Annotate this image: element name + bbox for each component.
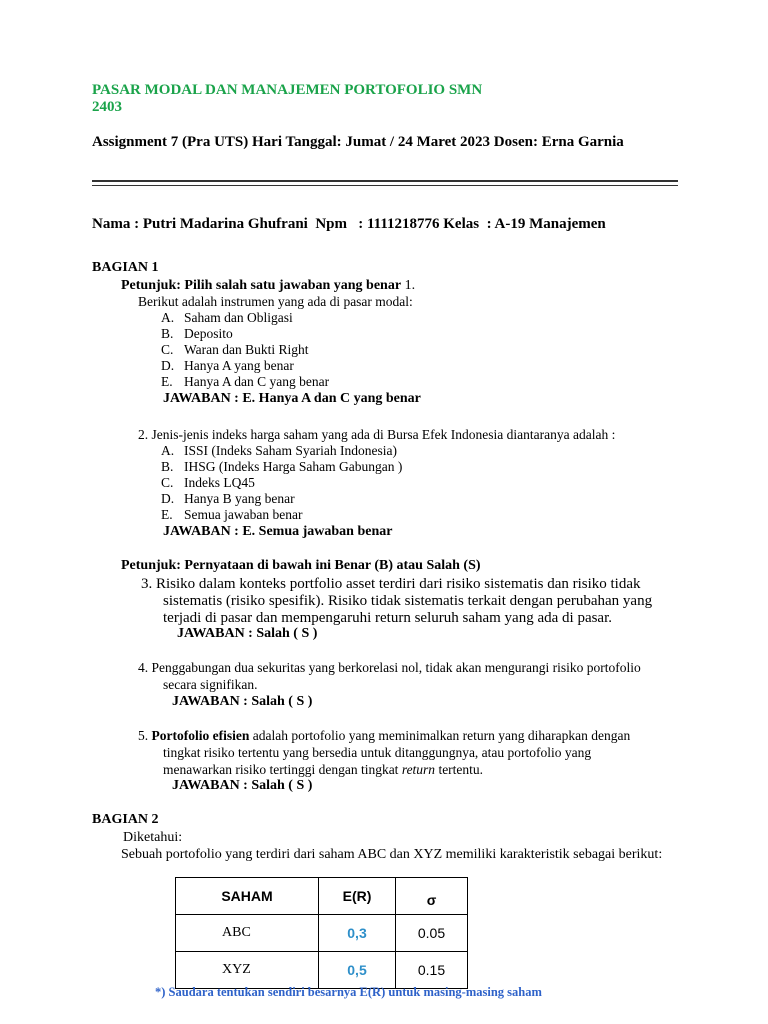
diketahui-label: Diketahui: bbox=[123, 830, 183, 845]
q4-line-1: 4. Penggabungan dua sekuritas yang berkorelasi nol, tidak akan mengurangi risiko portofolio bbox=[138, 660, 641, 675]
q1-option-b: B. Deposito bbox=[161, 326, 233, 341]
q2-option-b: B. IHSG (Indeks Harga Saham Gabungan ) bbox=[161, 459, 403, 474]
question-1-text: Berikut adalah instrumen yang ada di pasar modal: bbox=[138, 294, 413, 309]
q1-option-c: C. Waran dan Bukti Right bbox=[161, 342, 309, 357]
cell-sigma: 0.15 bbox=[396, 952, 468, 989]
instruction-1 bbox=[121, 278, 415, 294]
q1-option-e: E. Hanya A dan C yang benar bbox=[161, 374, 330, 389]
q3-line-1: 3. Risiko dalam konteks portfolio asset terdiri dari risiko sistematis dan risiko tidak bbox=[141, 576, 641, 592]
q3-line-3: terjadi di pasar dan mempengaruhi return seluruh saham yang ada di pasar. bbox=[163, 610, 613, 626]
saham-table bbox=[175, 877, 468, 989]
q2-answer: JAWABAN : E. Semua jawaban benar bbox=[163, 524, 393, 539]
table-header-row bbox=[176, 878, 468, 915]
q2-option-c: C. Indeks LQ45 bbox=[161, 475, 255, 490]
title-line-2: 2403 bbox=[92, 99, 122, 115]
q5-answer: JAWABAN : Salah ( S ) bbox=[172, 778, 313, 793]
divider-thin bbox=[92, 185, 678, 186]
bagian-2-description: Sebuah portofolio yang terdiri dari saham ABC dan XYZ memiliki karakteristik sebagai berikut: bbox=[121, 847, 663, 862]
cell-er: 0,3 bbox=[319, 915, 396, 952]
q4-answer: JAWABAN : Salah ( S ) bbox=[172, 694, 313, 709]
header-saham: SAHAM bbox=[176, 878, 319, 915]
q2-option-d: D. Hanya B yang benar bbox=[161, 491, 295, 506]
section-heading-bagian-1: BAGIAN 1 bbox=[92, 260, 159, 275]
q4-line-2: secara signifikan. bbox=[163, 677, 258, 692]
document-title bbox=[92, 82, 482, 116]
divider-thick bbox=[92, 180, 678, 182]
instruction-1-bold: Petunjuk: Pilih salah satu jawaban yang benar bbox=[121, 278, 402, 293]
header-er: E(R) bbox=[319, 878, 396, 915]
table-note: *) Saudara tentukan sendiri besarnya E(R) untuk masing-masing saham bbox=[155, 985, 542, 999]
header-sigma: σ bbox=[396, 878, 468, 915]
q5-line-1: 5. Portofolio efisien adalah portofolio yang meminimalkan return yang diharapkan dengan bbox=[138, 728, 631, 743]
cell-saham: XYZ bbox=[176, 952, 319, 989]
q1-option-a: A. Saham dan Obligasi bbox=[161, 310, 293, 325]
assignment-info: Assignment 7 (Pra UTS) Hari Tanggal: Jumat / 24 Maret 2023 Dosen: Erna Garnia bbox=[92, 134, 624, 150]
instruction-1-number: 1. bbox=[401, 278, 416, 293]
q3-answer: JAWABAN : Salah ( S ) bbox=[177, 626, 318, 641]
q5-line-3: menawarkan risiko tertinggi dengan tingkat return tertentu. bbox=[163, 762, 484, 777]
q5-term: Portofolio efisien bbox=[151, 728, 250, 743]
q1-answer: JAWABAN : E. Hanya A dan C yang benar bbox=[163, 391, 421, 406]
question-2-text: 2. Jenis-jenis indeks harga saham yang ada di Bursa Efek Indonesia diantaranya adalah : bbox=[138, 427, 616, 442]
title-line-1: PASAR MODAL DAN MANAJEMEN PORTOFOLIO SMN bbox=[92, 82, 483, 98]
q1-option-d: D. Hanya A yang benar bbox=[161, 358, 294, 373]
cell-sigma: 0.05 bbox=[396, 915, 468, 952]
student-info: Nama : Putri Madarina Ghufrani Npm : 1111218776 Kelas : A-19 Manajemen bbox=[92, 216, 606, 232]
instruction-2: Petunjuk: Pernyataan di bawah ini Benar (B) atau Salah (S) bbox=[121, 558, 481, 573]
cell-er: 0,5 bbox=[319, 952, 396, 989]
table-row bbox=[176, 915, 468, 952]
q3-line-2: sistematis (risiko spesifik). Risiko tidak sistematis terkait dengan perubahan yang bbox=[163, 593, 653, 609]
table-row bbox=[176, 952, 468, 989]
q2-option-e: E. Semua jawaban benar bbox=[161, 507, 303, 522]
cell-saham: ABC bbox=[176, 915, 319, 952]
section-heading-bagian-2: BAGIAN 2 bbox=[92, 812, 159, 827]
q2-option-a: A. ISSI (Indeks Saham Syariah Indonesia) bbox=[161, 443, 397, 458]
q5-line-2: tingkat risiko tertentu yang bersedia untuk ditanggungnya, atau portofolio yang bbox=[163, 745, 592, 760]
